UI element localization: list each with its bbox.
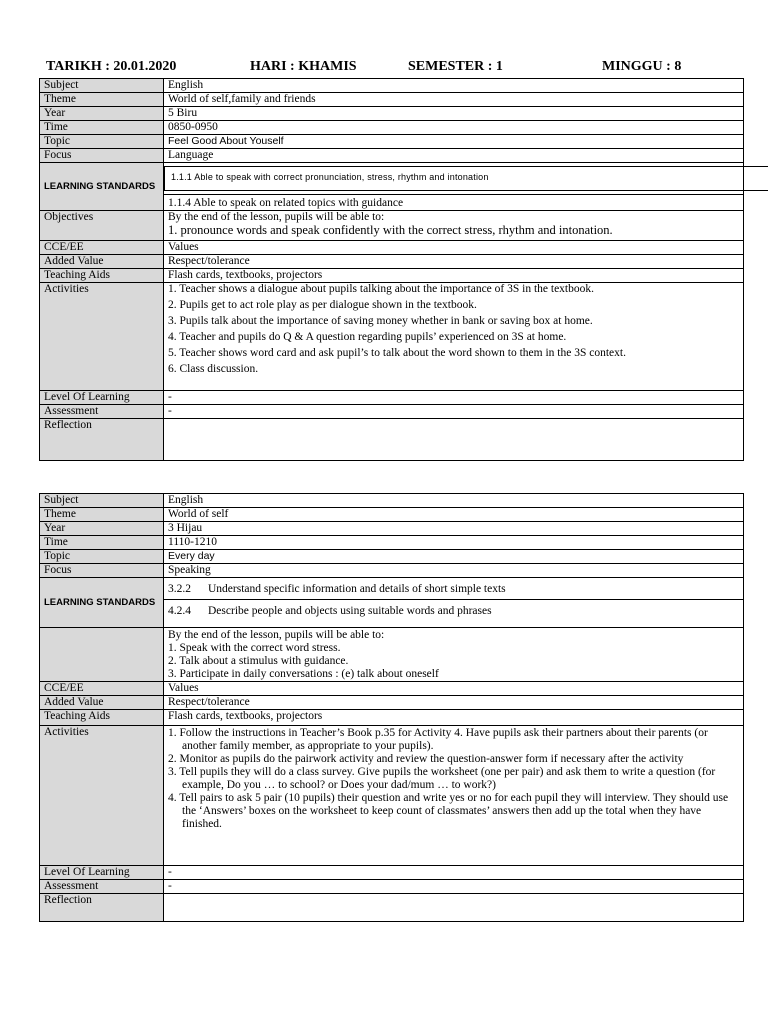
objective-item: 3. Participate in daily conversations : (e) talk about oneself (168, 668, 439, 680)
teaching-aids-value: Flash cards, textbooks, projectors (164, 710, 744, 726)
focus-label: Focus (40, 564, 164, 578)
week-label: MINGGU : 8 (602, 59, 682, 74)
added-value-label: Added Value (40, 696, 164, 710)
semester-label: SEMESTER : 1 (408, 59, 503, 74)
page-header (46, 59, 746, 77)
level-label: Level Of Learning (40, 391, 164, 405)
date-label: TARIKH : 20.01.2020 (46, 59, 177, 74)
cce-value: Values (164, 682, 744, 696)
added-value-value: Respect/tolerance (164, 696, 744, 710)
subject-value: English (164, 79, 744, 93)
learning-standards-label: LEARNING STANDARDS (40, 578, 164, 628)
objectives-intro: By the end of the lesson, pupils will be able to: (168, 629, 385, 641)
activity-item: 4. Teacher and pupils do Q & A question regarding pupils’ experienced on 3S at home. (168, 331, 567, 343)
theme-value: World of self (164, 508, 744, 522)
time-value: 1110-1210 (164, 536, 744, 550)
topic-value: Feel Good About Youself (164, 135, 744, 149)
day-label: HARI : KHAMIS (250, 59, 357, 74)
theme-label: Theme (40, 508, 164, 522)
activity-item: 2. Monitor as pupils do the pairwork activity and review the question-answer form if necessary after the activity (168, 753, 684, 765)
cce-label: CCE/EE (40, 241, 164, 255)
assessment-label: Assessment (40, 880, 164, 894)
reflection-label: Reflection (40, 419, 164, 461)
focus-value: Language (164, 149, 744, 163)
cce-label: CCE/EE (40, 682, 164, 696)
activities-list (164, 283, 744, 391)
activity-item: 5. Teacher shows word card and ask pupil’s to talk about the word shown to them in the 3S context. (168, 347, 626, 359)
level-value: - (164, 866, 744, 880)
teaching-aids-value: Flash cards, textbooks, projectors (164, 269, 744, 283)
activity-item: 1. Follow the instructions in Teacher’s Book p.35 for Activity 4. Have pupils ask their partners about their parents (or another family member, as appropriate to your pupils). (168, 727, 708, 752)
activity-item: 3. Pupils talk about the importance of saving money whether in bank or saving box at home. (168, 315, 593, 327)
activities-list (164, 726, 744, 866)
cce-value: Values (164, 241, 744, 255)
teaching-aids-label: Teaching Aids (40, 269, 164, 283)
teaching-aids-label: Teaching Aids (40, 710, 164, 726)
added-value-label: Added Value (40, 255, 164, 269)
topic-label: Topic (40, 550, 164, 564)
activity-item: 6. Class discussion. (168, 363, 259, 375)
learning-standard-b: 1.1.4 Able to speak on related topics with guidance (164, 194, 743, 210)
objective-item: 1. pronounce words and speak confidently with the correct stress, rhythm and intonation. (168, 223, 613, 237)
time-label: Time (40, 536, 164, 550)
objectives-label (40, 628, 164, 682)
activity-item: 3. Tell pupils they will do a class survey. Give pupils the worksheet (one per pair) and ask them to write a question (for example, Do you … to school? or Does your dad/mum … to work?) (168, 766, 716, 791)
activity-item: 1. Teacher shows a dialogue about pupils talking about the importance of 3S in the textbook. (168, 283, 594, 295)
year-value: 5 Biru (164, 107, 744, 121)
focus-label: Focus (40, 149, 164, 163)
activities-label: Activities (40, 726, 164, 866)
theme-label: Theme (40, 93, 164, 107)
activity-item: 4. Tell pairs to ask 5 pair (10 pupils) their question and write yes or no for each pupil they will interview. They should use the ‘Answers’ boxes on the worksheet to keep count of classmates’ answers then add up the total when they have finished. (168, 792, 729, 830)
lesson-plan-table-1 (39, 78, 744, 461)
topic-label: Topic (40, 135, 164, 149)
assessment-label: Assessment (40, 405, 164, 419)
learning-standard-b: 4.2.4 Describe people and objects using suitable words and phrases (168, 605, 492, 617)
subject-label: Subject (40, 494, 164, 508)
theme-value: World of self,family and friends (164, 93, 744, 107)
learning-standard-box: 1.1.1 Able to speak with correct pronunciation, stress, rhythm and intonation (164, 166, 768, 191)
subject-label: Subject (40, 79, 164, 93)
reflection-label: Reflection (40, 894, 164, 922)
objective-item: 1. Speak with the correct word stress. (168, 642, 341, 654)
time-value: 0850-0950 (164, 121, 744, 135)
learning-standard-a: 3.2.2 Understand specific information and details of short simple texts (164, 578, 743, 600)
assessment-value: - (164, 405, 744, 419)
year-label: Year (40, 107, 164, 121)
added-value-value: Respect/tolerance (164, 255, 744, 269)
level-label: Level Of Learning (40, 866, 164, 880)
objectives-label: Objectives (40, 211, 164, 241)
learning-standards-label: LEARNING STANDARDS (40, 163, 164, 211)
reflection-value (164, 894, 744, 922)
lesson-plan-table-2 (39, 493, 744, 922)
topic-value: Every day (164, 550, 744, 564)
focus-value: Speaking (164, 564, 744, 578)
subject-value: English (164, 494, 744, 508)
activity-item: 2. Pupils get to act role play as per dialogue shown in the textbook. (168, 299, 477, 311)
year-value: 3 Hijau (164, 522, 744, 536)
activities-label: Activities (40, 283, 164, 391)
objectives-intro: By the end of the lesson, pupils will be able to: (168, 211, 385, 223)
assessment-value: - (164, 880, 744, 894)
objective-item: 2. Talk about a stimulus with guidance. (168, 655, 349, 667)
reflection-value (164, 419, 744, 461)
level-value: - (164, 391, 744, 405)
time-label: Time (40, 121, 164, 135)
year-label: Year (40, 522, 164, 536)
